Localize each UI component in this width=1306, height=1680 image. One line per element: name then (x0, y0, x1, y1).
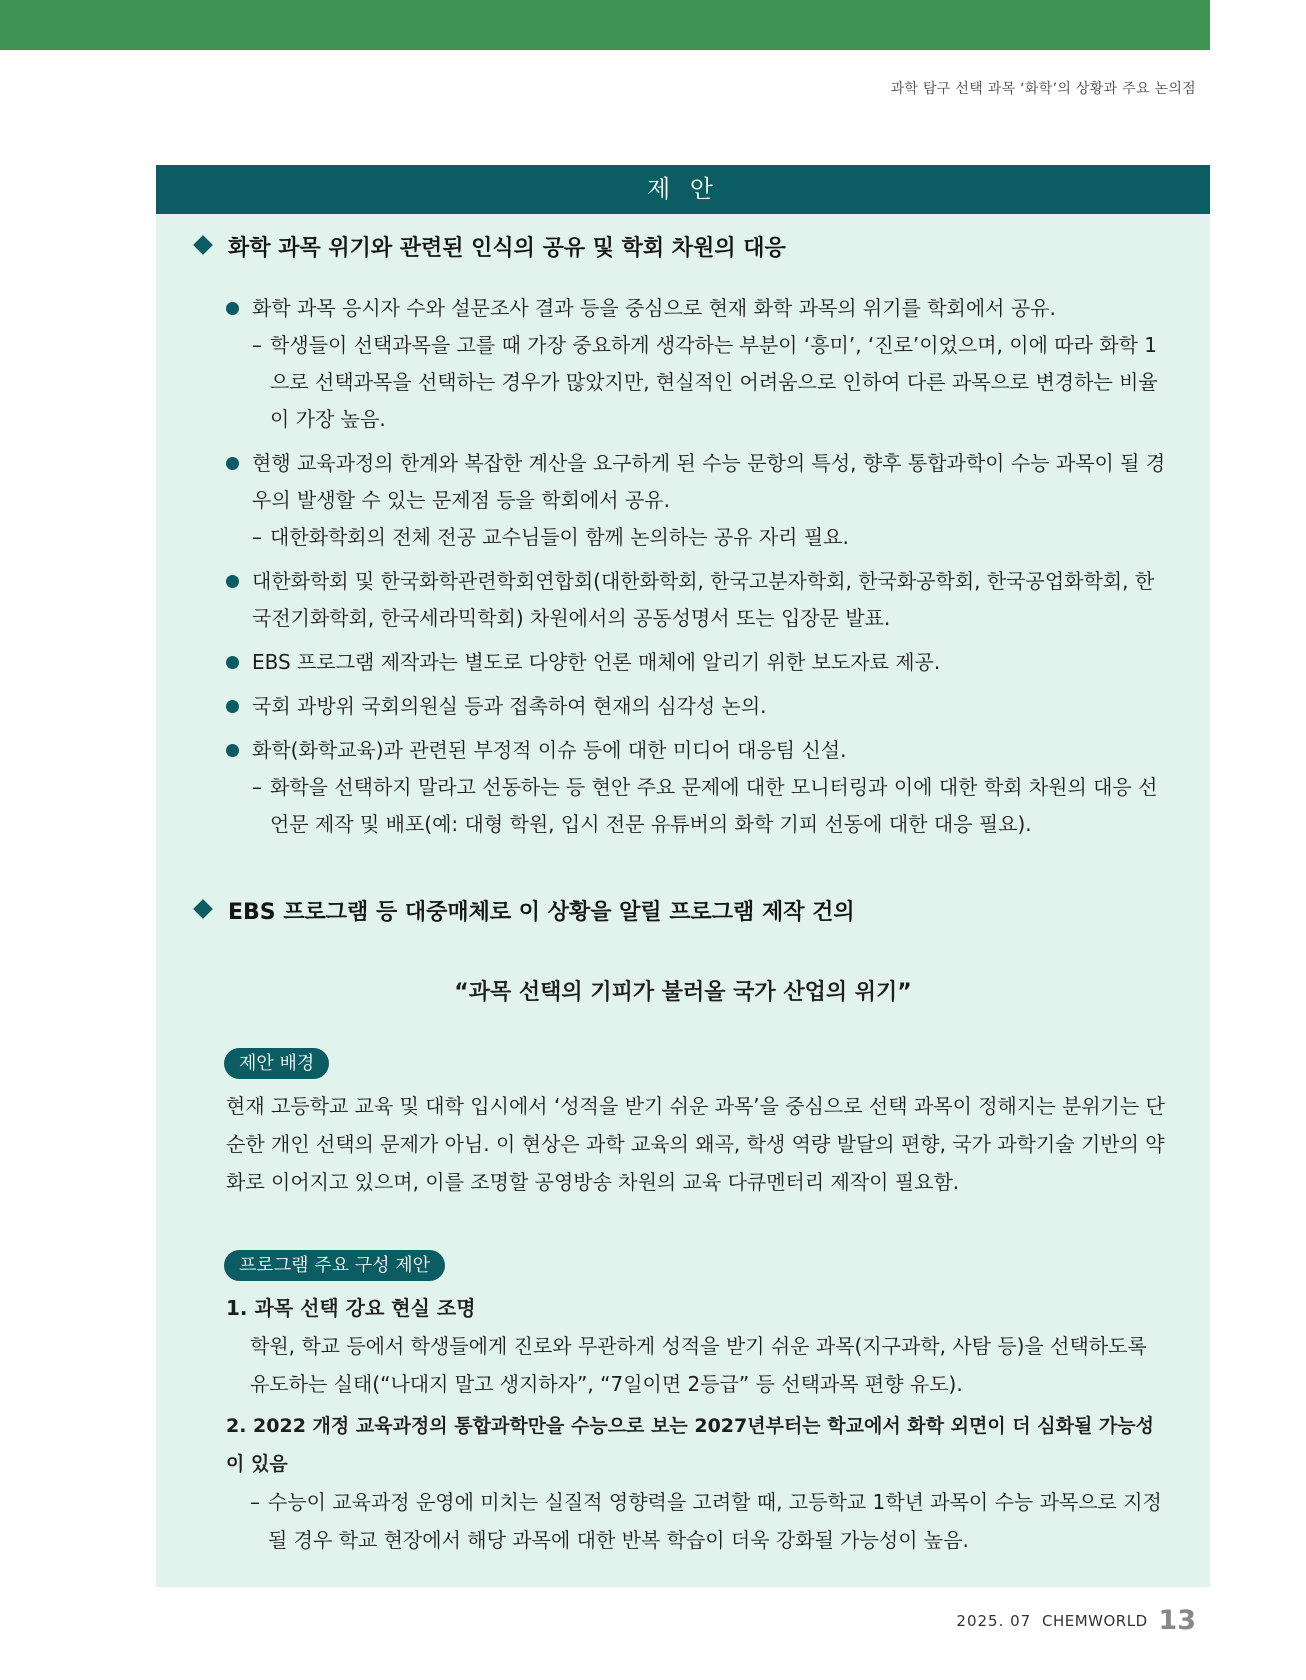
bullet-text: 화학 과목 응시자 수와 설문조사 결과 등을 중심으로 현재 화학 과목의 위기를 학회에서 공유. (252, 296, 1056, 320)
circle-bullet-icon (226, 302, 239, 315)
list-item (226, 563, 1166, 637)
section-heading-2-text: EBS 프로그램 등 대중매체로 이 상황을 알릴 프로그램 제작 건의 (228, 900, 855, 925)
list-item (226, 644, 1166, 681)
item-2-sub (226, 1483, 1166, 1559)
bullet-text: 화학(화학교육)과 관련된 부정적 이슈 등에 대한 미디어 대응팀 신설. (252, 738, 847, 762)
sub-item (250, 1483, 1166, 1559)
section-heading-2 (196, 895, 855, 926)
item-1-body: 학원, 학교 등에서 학생들에게 진로와 무관하게 성적을 받기 쉬운 과목(지구과학, 사탐 등)을 선택하도록 유도하는 실태(“나대지 말고 생지하자”, “7일이면 2등급” 등 선택과목 편향 유도). (250, 1334, 1147, 1396)
diamond-bullet-icon (193, 235, 213, 255)
bullet-text: 현행 교육과정의 한계와 복잡한 계산을 요구하게 된 수능 문항의 특성, 향후 통합과학이 수능 과목이 될 경우의 발생할 수 있는 문제점 등을 학회에서 공유. (252, 451, 1166, 512)
background-paragraph: 현재 고등학교 교육 및 대학 입시에서 ‘성적을 받기 쉬운 과목’을 중심으로 선택 과목이 정해지는 분위기는 단순한 개인 선택의 문제가 아님. 이 현상은 과학 교육의 왜곡, 학생 역량 발달의 편향, 국가 과학기술 기반의 약화로 이어지고 있으며, 이를 조명할 공영방송 차원의 교육 다큐멘터리 제작이 필요함. (226, 1094, 1165, 1194)
bullet-text: 대한화학회 및 한국화학관련학회연합회(대한화학회, 한국고분자학회, 한국화공학회, 한국공업화학회, 한국전기화학회, 한국세라믹학회) 차원에서의 공동성명서 또는 입장문 발표. (252, 569, 1155, 630)
diamond-bullet-icon (193, 899, 213, 919)
circle-bullet-icon (226, 457, 239, 470)
sub-item (252, 769, 1166, 843)
program-composition-list (226, 1289, 1166, 1559)
list-item (226, 688, 1166, 725)
sub-item-text: 학생들이 선택과목을 고를 때 가장 중요하게 생각하는 부분이 ‘흥미’, ‘진로’이었으며, 이에 따라 화학 1으로 선택과목을 선택하는 경우가 많았지만, 현실적인 어려움으로 인하여 다른 과목으로 변경하는 비율이 가장 높음. (270, 333, 1158, 431)
bullet-text: EBS 프로그램 제작과는 별도로 다양한 언론 매체에 알리기 위한 보도자료 제공. (252, 650, 941, 674)
magazine-name: CHEMWORLD (1042, 1612, 1148, 1630)
section-heading-1-text: 화학 과목 위기와 관련된 인식의 공유 및 학회 차원의 대응 (228, 236, 786, 261)
list-item (226, 732, 1166, 843)
sub-item-text: 대한화학회의 전체 전공 교수님들이 함께 논의하는 공유 자리 필요. (270, 525, 849, 549)
dash-mark: – (252, 333, 262, 357)
circle-bullet-icon (226, 700, 239, 713)
item-2-body: 수능이 교육과정 운영에 미치는 실질적 영향력을 고려할 때, 고등학교 1학년 과목이 수능 과목으로 지정될 경우 학교 현장에서 해당 과목에 대한 반복 학습이 더욱 강화될 가능성이 높음. (268, 1490, 1162, 1552)
circle-bullet-icon (226, 744, 239, 757)
running-header: 과학 탐구 선택 과목 ‘화학’의 상황과 주요 논의점 (890, 81, 1196, 97)
list-item (226, 445, 1166, 556)
page-footer (956, 1602, 1196, 1636)
issue-date: 2025. 07 (956, 1612, 1032, 1630)
bullet-text: 국회 과방위 국회의원실 등과 접촉하여 현재의 심각성 논의. (252, 694, 767, 718)
dash-mark: – (250, 1490, 260, 1514)
item-1-title: 1. 과목 선택 강요 현실 조명 (226, 1296, 476, 1320)
sub-item (252, 519, 1166, 556)
circle-bullet-icon (226, 575, 239, 588)
top-color-bar (0, 0, 1210, 50)
background-badge: 제안 배경 (224, 1048, 329, 1079)
circle-bullet-icon (226, 656, 239, 669)
sub-item-text: 화학을 선택하지 말라고 선동하는 등 현안 주요 문제에 대한 모니터링과 이에 대한 학회 차원의 대응 선언문 제작 및 배포(예: 대형 학원, 입시 전문 유튜버의 화학 기피 선동에 대한 대응 필요). (270, 775, 1158, 836)
program-composition-badge: 프로그램 주요 구성 제안 (224, 1250, 445, 1281)
proposal-panel (156, 165, 1210, 1587)
sub-item (252, 327, 1166, 438)
item-2-title: 2. 2022 개정 교육과정의 통합과학만을 수능으로 보는 2027년부터는 학교에서 화학 외면이 더 심화될 가능성이 있음 (226, 1415, 1154, 1475)
page-number: 13 (1158, 1605, 1196, 1636)
dash-mark: – (252, 775, 262, 799)
section-heading-1 (196, 231, 786, 262)
dash-mark: – (252, 525, 262, 549)
section1-bullet-list (226, 290, 1166, 850)
panel-title: 제 안 (156, 165, 1210, 214)
program-title-quote: “과목 선택의 기피가 불러올 국가 산업의 위기” (454, 980, 912, 1005)
list-item (226, 290, 1166, 438)
